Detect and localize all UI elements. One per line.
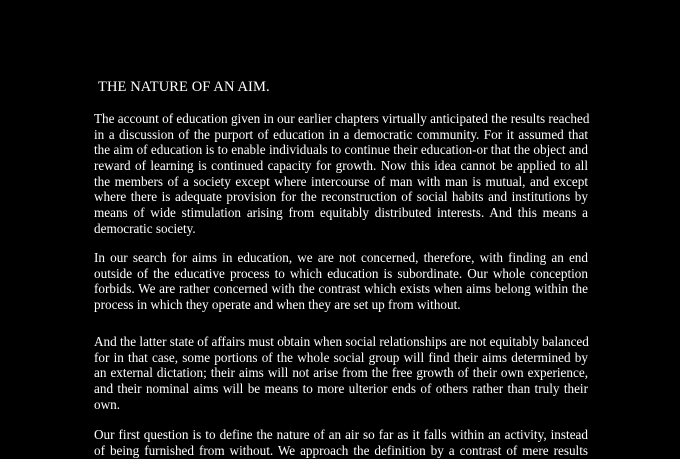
paragraph-4: [94, 427, 588, 458]
paragraph-3: [94, 334, 588, 412]
paragraph-line: and their nominal aims will be means to more ulterior ends of others rather than truly their: [94, 381, 588, 397]
paragraph-line: an external dictation; their aims will not arise from the free growth of their own experience,: [94, 365, 588, 381]
paragraph-line: In our search for aims in education, we are not concerned, therefore, with finding an end: [94, 250, 588, 265]
paragraph-line: Our first question is to define the nature of an air so far as it falls within an activity, instead: [94, 427, 588, 442]
paragraph-line: reward of learning is continued capacity for growth. Now this idea cannot be applied to all: [94, 158, 588, 174]
paragraph-line: the aim of education is to enable individuals to continue their education-or that the object and: [94, 142, 588, 158]
paragraph-line: own.: [94, 396, 121, 412]
paragraph-line: in a discussion of the purport of education in a democratic community. For it assumed that: [94, 126, 588, 142]
paragraph-line: of being furnished from without. We approach the definition by a contrast of mere results: [94, 442, 588, 458]
paragraph-line: the members of a society except where intercourse of man with man is mutual, and except: [94, 173, 588, 189]
paragraph-line: The account of education given in our earlier chapters virtually anticipated the results reached: [94, 111, 590, 126]
paragraph-line: And the latter state of affairs must obtain when social relationships are not equitably balanced: [94, 334, 589, 349]
paragraph-1: [94, 111, 588, 237]
document-title: THE NATURE OF AN AIM.: [98, 79, 270, 95]
paragraph-line: for in that case, some portions of the whole social group will find their aims determined by: [94, 349, 588, 365]
paragraph-line: outside of the educative process to which education is subordinate. Our whole conception: [94, 265, 588, 281]
paragraph-2: [94, 250, 588, 313]
paragraph-line: forbids. We are rather concerned with the contrast which exists when aims belong within the: [94, 281, 588, 297]
paragraph-line: democratic society.: [94, 220, 196, 236]
paragraph-line: process in which they operate and when they are set up from without.: [94, 297, 461, 313]
paragraph-line: where there is adequate provision for the reconstruction of social habits and institutions by: [94, 189, 588, 205]
paragraph-line: means of wide stimulation arising from equitably distributed interests. And this means a: [94, 205, 588, 221]
